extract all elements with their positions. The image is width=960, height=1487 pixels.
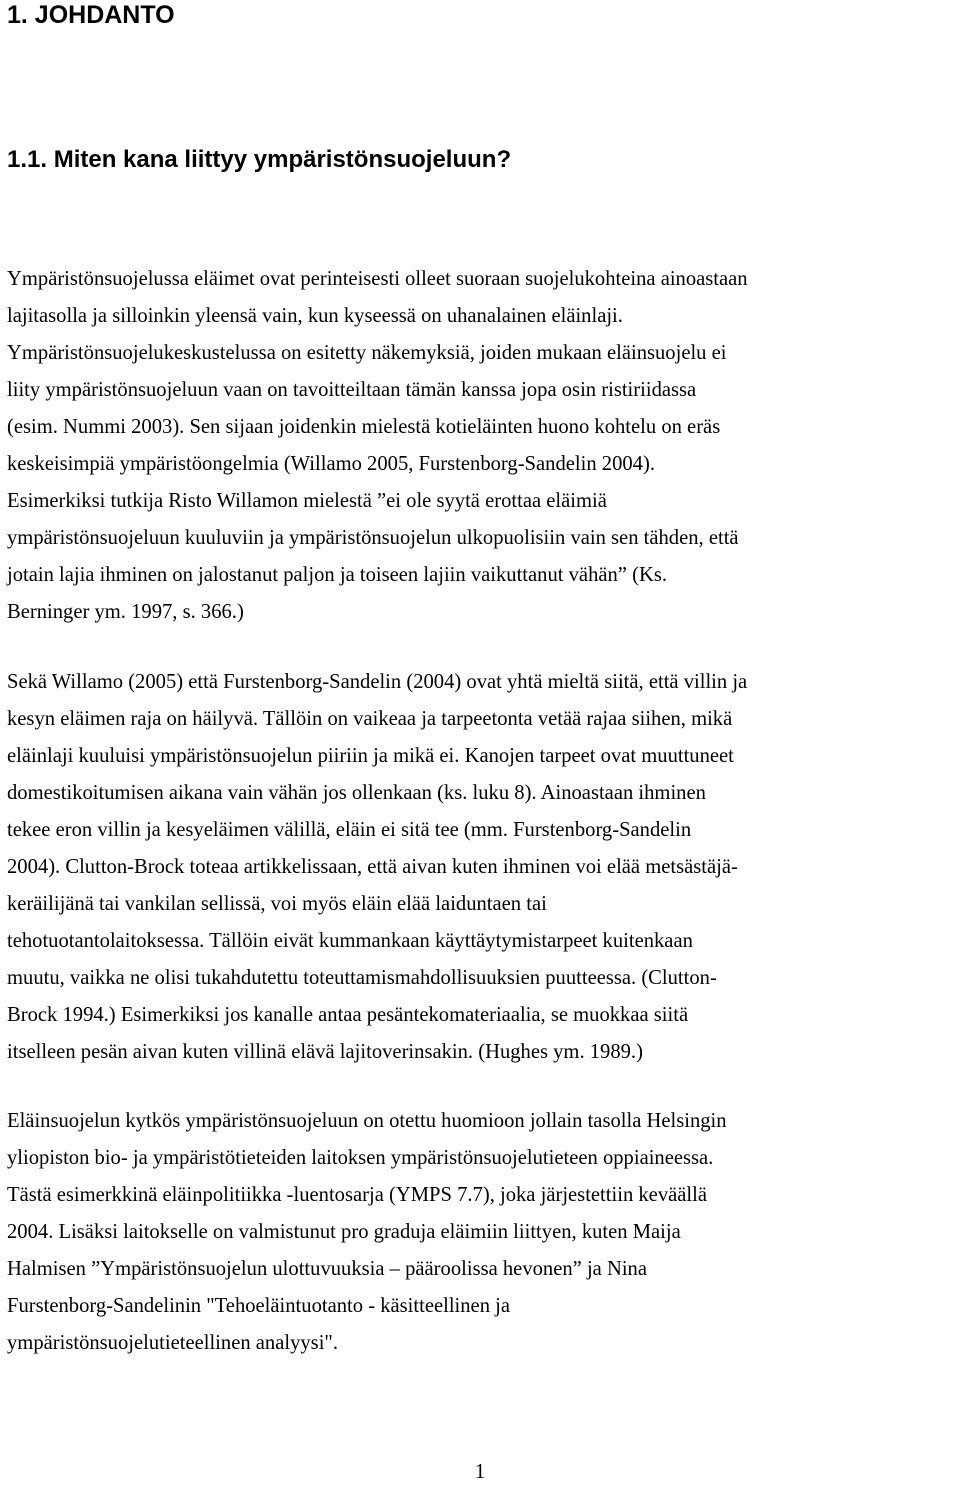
text-line: liity ympäristönsuojeluun vaan on tavoitteiltaan tämän kanssa jopa osin ristiriidassa — [7, 379, 697, 401]
text-line: muutu, vaikka ne olisi tukahdutettu toteuttamismahdollisuuksien puutteessa. (Clutton- — [7, 967, 717, 989]
page-number: 1 — [474, 1461, 486, 1483]
text-line: kesyn eläimen raja on häilyvä. Tällöin on vaikeaa ja tarpeetonta vetää rajaa siihen, mikä — [7, 708, 733, 730]
text-line: Ympäristönsuojelukeskustelussa on esitetty näkemyksiä, joiden mukaan eläinsuojelu ei — [7, 342, 727, 364]
text-line: itselleen pesän aivan kuten villinä elävä lajitoverinsakin. (Hughes ym. 1989.) — [7, 1041, 643, 1063]
text-line: jotain lajia ihminen on jalostanut paljon ja toiseen lajiin vaikuttanut vähän” (Ks. — [7, 564, 667, 586]
text-line: Sekä Willamo (2005) että Furstenborg-Sandelin (2004) ovat yhtä mieltä siitä, että villin ja — [7, 671, 748, 693]
paragraph-3 — [7, 1103, 959, 1362]
paragraph-1 — [7, 261, 959, 631]
text-line: yliopiston bio- ja ympäristötieteiden laitoksen ympäristönsuojelutieteen oppiaineessa. — [7, 1147, 714, 1169]
text-line: lajitasolla ja silloinkin yleensä vain, kun kyseessä on uhanalainen eläinlaji. — [7, 305, 623, 327]
text-line: Esimerkiksi tutkija Risto Willamon mielestä ”ei ole syytä erottaa eläimiä — [7, 490, 607, 512]
text-line: (esim. Nummi 2003). Sen sijaan joidenkin mielestä kotieläinten huono kohtelu on eräs — [7, 416, 721, 438]
text-line: ympäristönsuojeluun kuuluviin ja ympäristönsuojelun ulkopuolisiin vain sen tähden, että — [7, 527, 739, 549]
section-heading: 1.1. Miten kana liittyy ympäristönsuojeluun? — [7, 146, 512, 173]
text-line: Eläinsuojelun kytkös ympäristönsuojeluun on otettu huomioon jollain tasolla Helsingin — [7, 1110, 727, 1132]
text-line: Berninger ym. 1997, s. 366.) — [7, 601, 244, 623]
chapter-heading: 1. JOHDANTO — [7, 1, 175, 29]
text-line: Halmisen ”Ympäristönsuojelun ulottuvuuksia – pääroolissa hevonen” ja Nina — [7, 1258, 647, 1280]
text-line: keskeisimpiä ympäristöongelmia (Willamo 2005, Furstenborg-Sandelin 2004). — [7, 453, 655, 475]
text-line: ympäristönsuojelutieteellinen analyysi". — [7, 1332, 338, 1354]
text-line: 2004). Clutton-Brock toteaa artikkelissaan, että aivan kuten ihminen voi elää metsästäjä- — [7, 856, 738, 878]
text-line: tekee eron villin ja kesyeläimen välillä, eläin ei sitä tee (mm. Furstenborg-Sandelin — [7, 819, 692, 841]
text-line: keräilijänä tai vankilan sellissä, voi myös eläin elää laiduntaen tai — [7, 893, 547, 915]
text-line: Tästä esimerkkinä eläinpolitiikka -luentosarja (YMPS 7.7), joka järjestettiin keväällä — [7, 1184, 707, 1206]
text-line: domestikoitumisen aikana vain vähän jos ollenkaan (ks. luku 8). Ainoastaan ihminen — [7, 782, 706, 804]
text-line: Ympäristönsuojelussa eläimet ovat perinteisesti olleet suoraan suojelukohteina ainoastaan — [7, 268, 748, 290]
text-line: Furstenborg-Sandelinin "Tehoeläintuotanto - käsitteellinen ja — [7, 1295, 511, 1317]
text-line: 2004. Lisäksi laitokselle on valmistunut pro graduja eläimiin liittyen, kuten Maija — [7, 1221, 681, 1243]
text-line: tehotuotantolaitoksessa. Tällöin eivät kummankaan käyttäytymistarpeet kuitenkaan — [7, 930, 693, 952]
paragraph-2 — [7, 664, 959, 1071]
text-line: eläinlaji kuuluisi ympäristönsuojelun piiriin ja mikä ei. Kanojen tarpeet ovat muuttuneet — [7, 745, 734, 767]
text-line: Brock 1994.) Esimerkiksi jos kanalle antaa pesäntekomateriaalia, se muokkaa siitä — [7, 1004, 689, 1026]
